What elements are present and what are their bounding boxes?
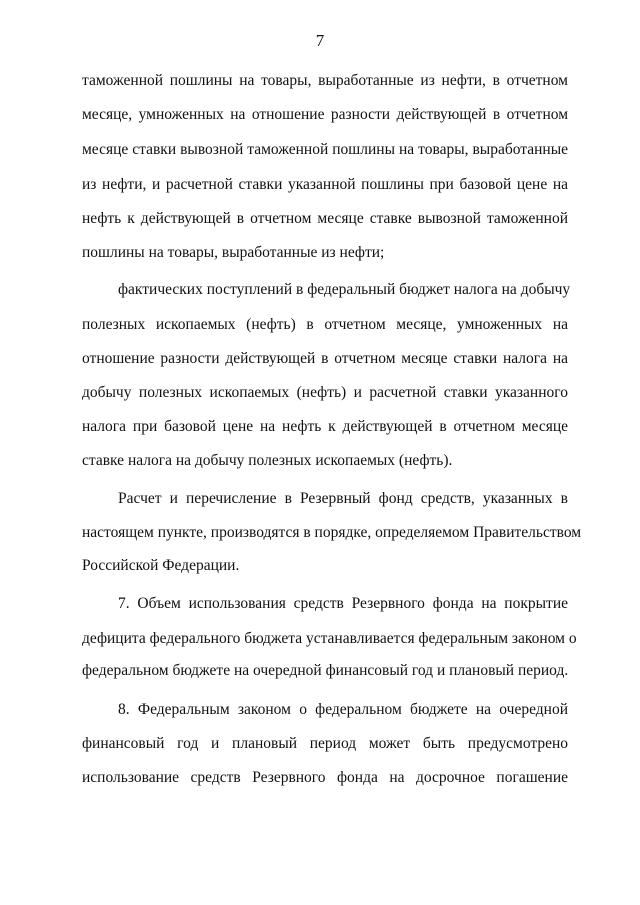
paragraph-5-line-2: финансовый год и плановый период может быть предусмотрено [82,735,568,752]
paragraph-4-line-2: дефицита федерального бюджета устанавливается федеральным законом о [82,630,577,647]
paragraph-5-line-1: 8. Федеральным законом о федеральном бюджете на очередной [118,701,568,718]
paragraph-3-line-2: настоящем пункте, производятся в порядке, определяемом Правительством [82,524,582,541]
paragraph-2-line-5: налога при базовой цене на нефть к действующей в отчетном месяце [82,418,568,435]
paragraph-5-line-3: использование средств Резервного фонда на досрочное погашение [82,769,568,786]
paragraph-4-line-3: федеральном бюджете на очередной финансовый год и плановый период. [82,662,569,679]
paragraph-1-line-6: пошлины на товары, выработанные из нефти; [82,244,385,261]
paragraph-2-line-4: добычу полезных ископаемых (нефть) и расчетной ставки указанного [82,384,568,401]
paragraph-2-line-2: полезных ископаемых (нефть) в отчетном месяце, умноженных на [82,316,568,333]
paragraph-1-line-2: месяце, умноженных на отношение разности действующей в отчетном [82,106,568,123]
paragraph-1-line-5: нефть к действующей в отчетном месяце ставке вывозной таможенной [82,210,568,227]
paragraph-3-line-3: Российской Федерации. [82,557,240,574]
paragraph-2-line-1: фактических поступлений в федеральный бюджет налога на добычу [118,281,571,298]
page-number: 7 [315,31,325,50]
paragraph-1-line-4: из нефти, и расчетной ставки указанной пошлины при базовой цене на [82,176,568,193]
paragraph-1-line-1: таможенной пошлины на товары, выработанные из нефти, в отчетном [82,72,568,89]
paragraph-2-line-3: отношение разности действующей в отчетном месяце ставки налога на [82,350,568,367]
paragraph-4-line-1: 7. Объем использования средств Резервного фонда на покрытие [118,595,568,612]
paragraph-1-line-3: месяце ставки вывозной таможенной пошлины на товары, выработанные [82,141,568,158]
paragraph-2-line-6: ставке налога на добычу полезных ископаемых (нефть). [82,452,453,469]
paragraph-3-line-1: Расчет и перечисление в Резервный фонд средств, указанных в [118,490,568,507]
